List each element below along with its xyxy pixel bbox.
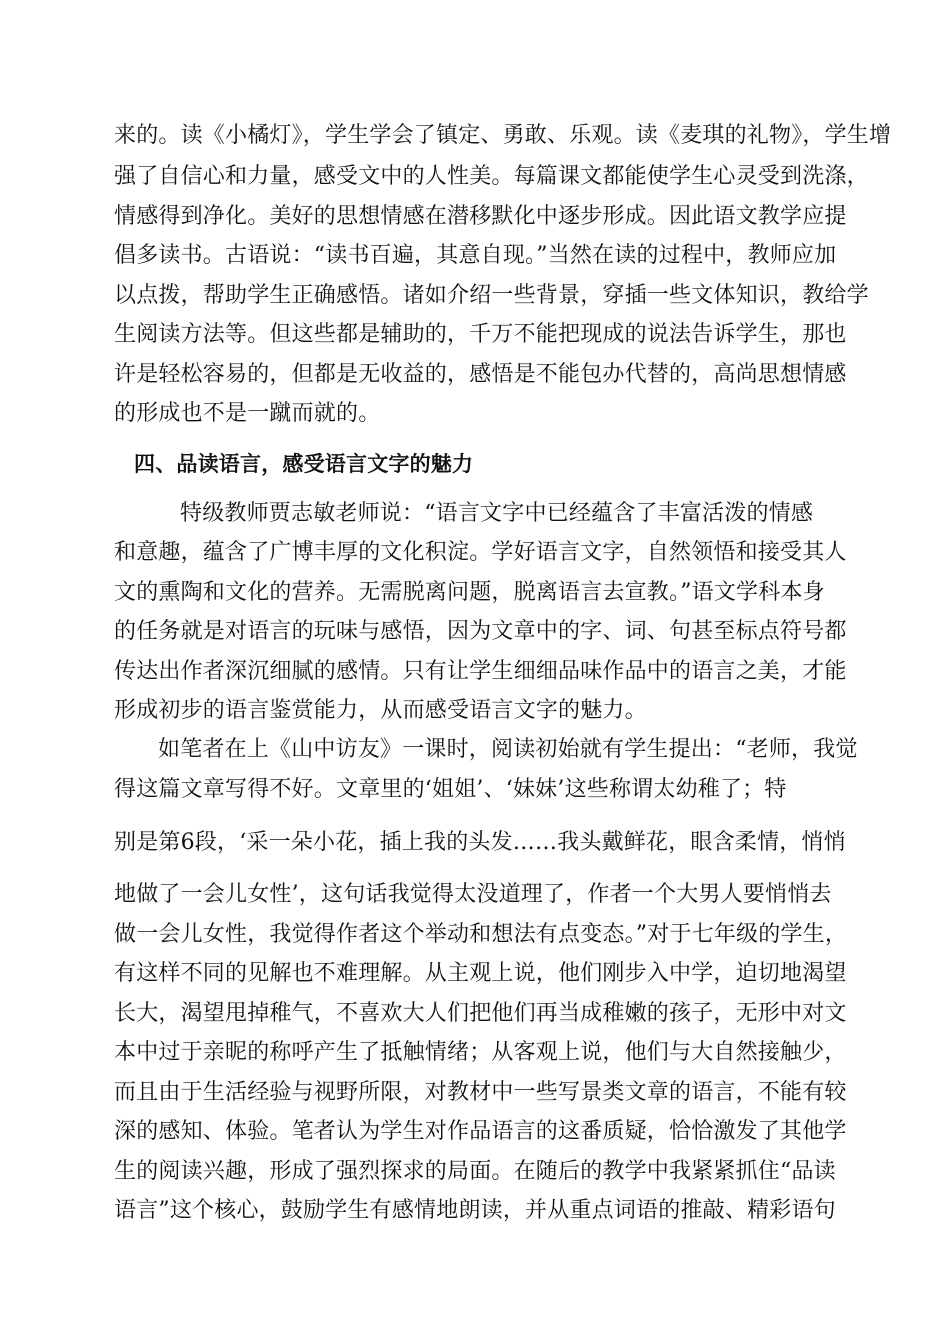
- paragraph-line: 来的。读《小橘灯》，学生学会了镇定、勇敢、乐观。读《麦琪的礼物》，学生增: [114, 123, 892, 148]
- paragraph-line: 的任务就是对语言的玩味与感悟，因为文章中的字、词、句甚至标点符号都: [114, 619, 847, 644]
- paragraph-line: 长大，渴望甩掉稚气，不喜欢大人们把他们再当成稚嫩的孩子，无形中对文: [114, 1001, 847, 1026]
- paragraph-line: 和意趣，蕴含了广博丰厚的文化积淀。学好语言文字，自然领悟和接受其人: [114, 540, 847, 565]
- paragraph-line: 生的阅读兴趣，形成了强烈探求的局面。在随后的教学中我紧紧抓住“品读: [114, 1159, 836, 1184]
- paragraph-line: 地做了一会儿女性’，这句话我觉得太没道理了，作者一个大男人要悄悄去: [114, 882, 832, 907]
- paragraph-line: 传达出作者深沉细腻的感情。只有让学生细细品味作品中的语言之美，才能: [114, 659, 847, 684]
- paragraph-line: 特级教师贾志敏老师说：“语言文字中已经蕴含了丰富活泼的情感: [180, 501, 814, 526]
- paragraph-line: 形成初步的语言鉴赏能力，从而感受语言文字的魅力。: [114, 698, 647, 723]
- paragraph-line: 情感得到净化。美好的思想情感在潜移默化中逐步形成。因此语文教学应提: [114, 204, 847, 229]
- paragraph-line: 而且由于生活经验与视野所限，对教材中一些写景类文章的语言，不能有较: [114, 1080, 847, 1105]
- paragraph-line: 别是第6段，‘采一朵小花，插上我的头发……我头戴鲜花，眼含柔情，悄悄: [114, 830, 846, 855]
- paragraph-line: 强了自信心和力量，感受文中的人性美。每篇课文都能使学生心灵受到洗涤，: [114, 164, 869, 189]
- paragraph-line: 以点拨，帮助学生正确感悟。诸如介绍一些背景，穿插一些文体知识，教给学: [114, 283, 869, 308]
- paragraph-line: 得这篇文章写得不好。文章里的‘姐姐’、‘妹妹’这些称谓太幼稚了；特: [114, 777, 787, 802]
- paragraph-line: 生阅读方法等。但这些都是辅助的，千万不能把现成的说法告诉学生，那也: [114, 322, 847, 347]
- section-heading: 四、品读语言，感受语言文字的魅力: [134, 452, 474, 476]
- paragraph-line: 倡多读书。古语说：“读书百遍，其意自现。”当然在读的过程中，教师应加: [114, 243, 837, 268]
- paragraph-line: 文的熏陶和文化的营养。无需脱离问题，脱离语言去宣教。”语文学科本身: [114, 580, 825, 605]
- paragraph-line: 许是轻松容易的，但都是无收益的，感悟是不能包办代替的，高尚思想情感: [114, 362, 847, 387]
- paragraph-line: 如笔者在上《山中访友》一课时，阅读初始就有学生提出：“老师，我觉: [158, 737, 858, 762]
- paragraph-line: 有这样不同的见解也不难理解。从主观上说，他们刚步入中学，迫切地渴望: [114, 961, 847, 986]
- paragraph-line: 语言”这个核心，鼓励学生有感情地朗读，并从重点词语的推敲、精彩语句: [114, 1198, 836, 1223]
- paragraph-line: 深的感知、体验。笔者认为学生对作品语言的这番质疑，恰恰激发了其他学: [114, 1119, 847, 1144]
- paragraph-line: 的形成也不是一蹴而就的。: [114, 401, 381, 426]
- paragraph-line: 本中过于亲昵的称呼产生了抵触情绪；从客观上说，他们与大自然接触少，: [114, 1040, 847, 1065]
- paragraph-line: 做一会儿女性，我觉得作者这个举动和想法有点变态。”对于七年级的学生，: [114, 922, 848, 947]
